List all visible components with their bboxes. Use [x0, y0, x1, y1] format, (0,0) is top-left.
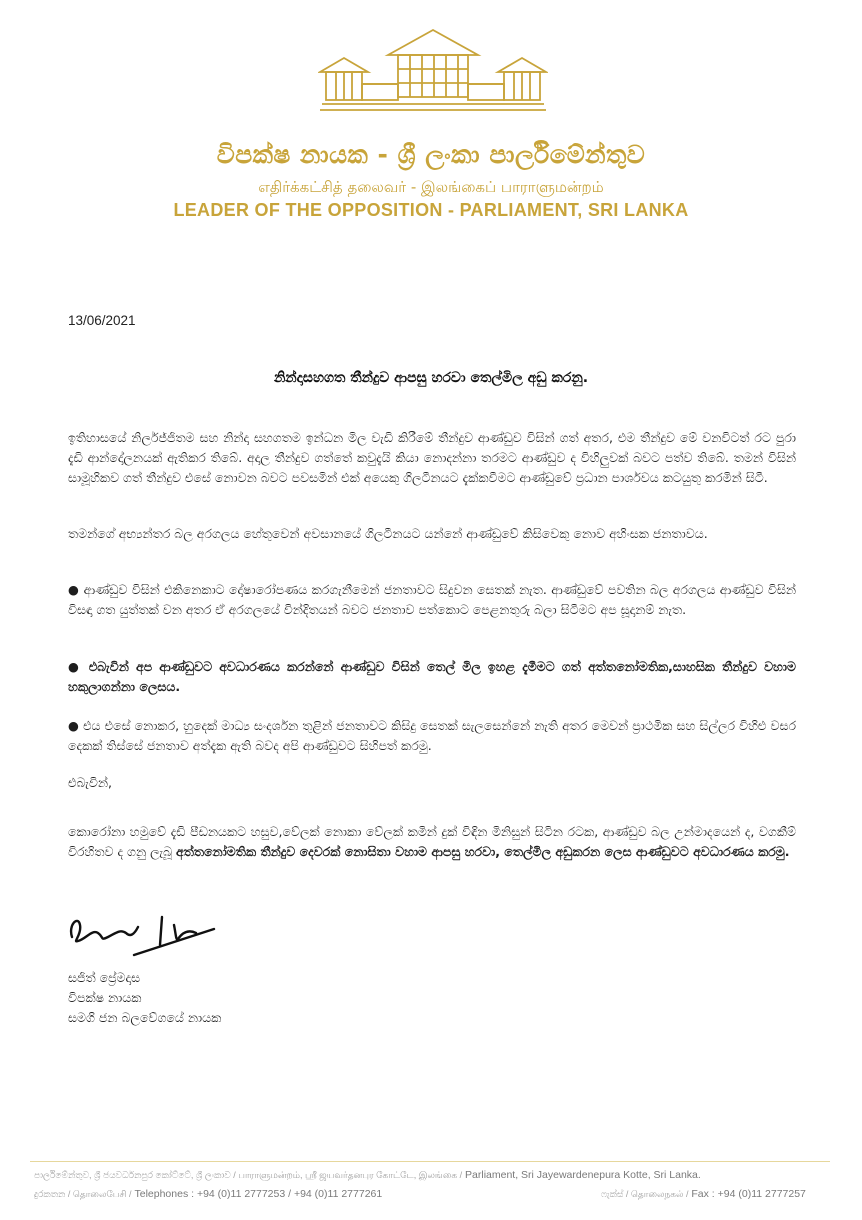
body-paragraph-2: තමන්ගේ අභ්‍යන්තර බල අරගලය හේතුවෙන් අවසානයේ ගිලටීනයට යන්නේ ආණ්ඩුවේ කිසිවෙකු නොව අහිංසක ජනතාවය. — [68, 526, 708, 541]
handwritten-signature — [64, 905, 234, 965]
letter-footer — [0, 1155, 862, 1220]
body-paragraph-4: ● එබැවින් අප ආණ්ඩුවට අවධාරණය කරන්නේ ආණ්ඩුව විසින් තෙල් මිල ඉහළ දැමීමට ගත් අත්තනෝමතික,සාහසික තීන්දුව වහාම හකුලාගන්නා ලෙසය. — [68, 659, 796, 694]
footer-fax: Fax : +94 (0)11 2777257 — [691, 1188, 806, 1200]
footer-divider — [30, 1161, 830, 1162]
footer-fax-local: ෆැක්ස් / தொலைநகல் / — [601, 1189, 689, 1199]
signatory-block — [68, 968, 221, 1028]
signatory-name: සජිත් ප්‍රේමදාස — [68, 970, 141, 985]
footer-contact — [34, 1188, 834, 1201]
body-paragraph-6-text: කොරෝනා හමුවේ දැඩි පීඩනයකට හසුව,වේලක් නොකා වේලක් කමින් දුක් විඳින මිනිසුන් සිටින රටක, ආණ්ඩුව බල උන්මාදයෙන් ද, වගකීම් විරහිතව ද ගනු ලැබූ — [68, 824, 796, 859]
footer-phone: Telephones : +94 (0)11 2777253 / +94 (0)11 2777261 — [134, 1188, 383, 1200]
letterhead-title-english: LEADER OF THE OPPOSITION - PARLIAMENT, SRI LANKA — [173, 200, 689, 220]
footer-address-english: Parliament, Sri Jayewardenepura Kotte, Sri Lanka. — [465, 1169, 701, 1181]
letterhead-title-sinhala: විපක්ෂ නායක - ශ්‍රී ලංකා පාර්ලිමේන්තුව — [216, 140, 646, 169]
closing-phrase: එබැවින්, — [68, 775, 112, 790]
footer-address-local: පාර්ලිමේන්තුව, ශ්‍රී ජයවර්ධනපුර කෝට්ටේ, ශ්‍රී ලංකාව / பாராளுமன்றம், ஸ்ரீ ஜயவர்தனபுர கோட்டே, இலங்கை / — [34, 1170, 463, 1180]
body-paragraph-6-emphasis: අත්තනෝමතික තීන්දුව දෙවරක් නොසිතා වහාම ආපසු හරවා, තෙල්මිල අඩුකරන ලෙස ආණ්ඩුවට අවධාරණය කරමු. — [176, 844, 790, 859]
letter-date: 13/06/2021 — [68, 313, 136, 328]
body-paragraph-5: ● එය එසේ නොකර, හුදෙක් මාධ්‍ය සංදර්ශන තුළින් ජනතාවට කිසිදු සෙතක් සැලසෙන්නේ නැති අතර මෙවන් ප්‍රාථමික සහ සිල්ලර විහිළු වසර දෙකක් තිස්සේ ජනතාව අත්දැක ඇති බවද අපි ආණ්ඩුවට සිහිපත් කරමු. — [68, 718, 796, 753]
signatory-party: සමගි ජන බලවේගයේ නායක — [68, 1010, 222, 1025]
parliament-building-emblem — [318, 22, 548, 122]
body-paragraph-6 — [68, 822, 796, 862]
letter-subject: නින්දාසහගත තීන්දුව ආපසු හරවා තෙල්මිල අඩු කරනු. — [273, 370, 589, 386]
signatory-title: විපක්ෂ නායක — [68, 990, 142, 1005]
footer-address — [34, 1169, 834, 1182]
body-paragraph-3: ● ආණ්ඩුව විසින් එකිනෙකාට දෝෂාරෝපණය කරගැනීමෙන් ජනතාවට සිදුවන සෙතක් නැත. ආණ්ඩුවේ පවතින බල අරගලය ආණ්ඩුව විසින් විසඳා ගත යුත්තක් වන අතර ඒ අරගලයේ වින්දිතයන් බවට ජනතාව පත්කොට පෙළනතුරු බලා සිටීමට අප සූදානම් නැත. — [68, 582, 796, 617]
footer-phone-local: දුරකතන / தொலைபேசி / — [34, 1189, 132, 1199]
body-paragraph-1: ඉතිහාසයේ නිර්ලජ්ජිතම සහ නින්දා සහගතම ඉන්ධන මිල වැඩි කිරීමේ තීන්දුව ආණ්ඩුව විසින් ගත් අතර, එම තීන්දුව මේ වනවිටත් රට පුරා දැඩි ආන්දෝලනයක් ඇතිකර තිබේ. අදාල තීන්දුව ගත්තේ කවුදැයි කියා නොදන්නා තරමට ආණ්ඩුව ද විහිලුවක් බවට පත්ව තිබේ. තමන් විසින් සාමූහිකව ගත් තීන්දුව එසේ නොවන බවට පවසමින් එක් අයෙකු ගිලටීනයට දැක්කවීමට ආණ්ඩුවේ ප්‍රධාන පාර්ශවය කටයුතු කරමින් සිටී. — [68, 430, 796, 485]
letterhead — [0, 0, 862, 240]
letterhead-title-tamil: எதிர்க்கட்சித் தலைவர் - இலங்கைப் பாராளுமன்றம் — [258, 178, 604, 196]
